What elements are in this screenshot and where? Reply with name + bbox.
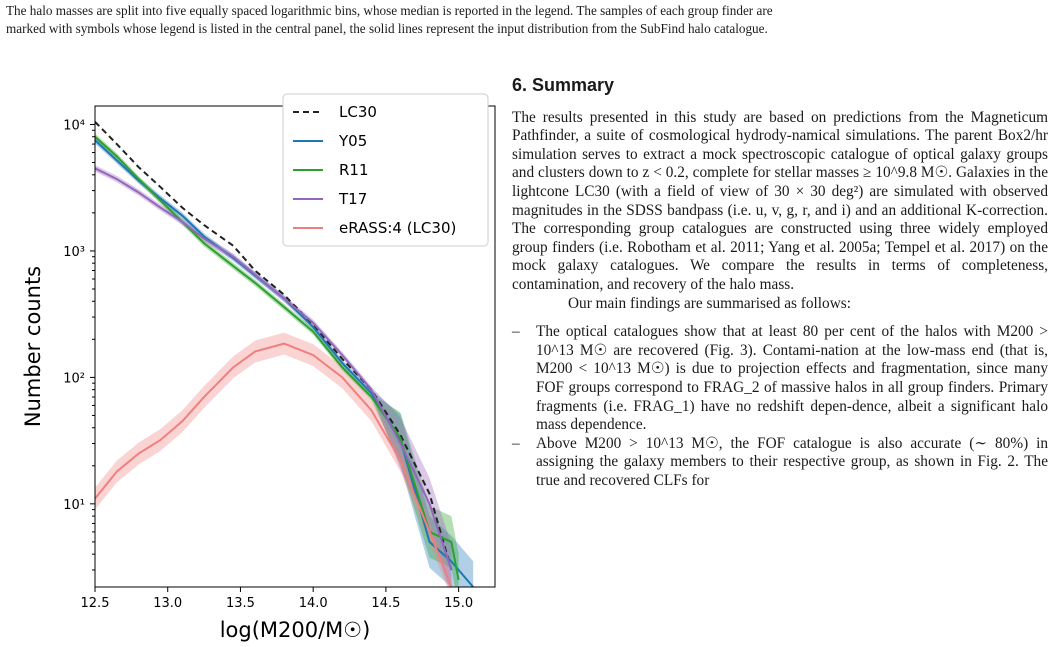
x-tick-label: 14.0 (298, 596, 328, 611)
legend-label: LC30 (339, 103, 377, 121)
chart-legend (283, 94, 488, 246)
section-title: Summary (532, 75, 615, 95)
x-tick-label: 13.0 (153, 596, 183, 611)
y-tick-label: 10³ (63, 244, 85, 260)
x-tick-label: 13.5 (225, 596, 255, 611)
figure-caption (6, 2, 1052, 38)
bullet-dash: – (512, 323, 520, 341)
x-tick-label: 14.5 (371, 596, 401, 611)
finding-item-2 (512, 435, 1048, 491)
legend-label: eRASS:4 (LC30) (339, 219, 457, 237)
finding-text-1: The optical catalogues show that at least 80 per cent of the halos with M200 > 10^13 M☉ are recovered (Fig. 3). Contami-nation at the low-mass end (that is, M200 < 10^13 M☉) is due to projection effects and fragmentation, since many FOF groups correspond to FRAG_2 of massive halos in all group finders. Primary fragments (i.e. FRAG_1) have no redshift depen-dence, albeit a significant halo mass dependence. (536, 323, 1048, 434)
x-axis-label: log(M200/M☉) (219, 618, 371, 642)
legend-label: Y05 (339, 132, 368, 150)
section-number: 6. (512, 75, 528, 95)
y-tick-label: 10⁴ (63, 118, 85, 134)
number-counts-chart (0, 66, 500, 647)
finding-text-2: Above M200 > 10^13 M☉, the FOF catalogue is also accurate (∼ 80%) in assigning the galaxy members to their respective group, as shown in Fig. 2. The true and recovered CLFs for (536, 434, 1048, 489)
series-band-4 (95, 333, 451, 598)
findings-list (512, 323, 1048, 490)
legend-label: R11 (339, 161, 369, 179)
legend-label: T17 (339, 190, 368, 208)
x-tick-label: 15.0 (444, 596, 474, 611)
bullet-dash: – (512, 434, 520, 452)
y-tick-label: 10² (63, 371, 85, 387)
section-heading (512, 76, 1048, 95)
x-tick-label: 12.5 (80, 596, 110, 611)
caption-line-1: The halo masses are split into five equally spaced logarithmic bins, whose median is reported in the legend. The samples of each group finder are (6, 3, 773, 18)
summary-column (512, 76, 1048, 490)
findings-intro: Our main findings are summarised as follows: (568, 294, 851, 312)
summary-intro-paragraph: The results presented in this study are based on predictions from the Magneticum Pathfinder, a suite of cosmological hydrody-namical simulations. The parent Box2/hr simulation serves to extract a mock spectroscopic catalogue of optical galaxy groups and clusters down to z < 0.2, complete for stellar masses ≥ 10^9.8 M☉. Galaxies in the lightcone LC30 (with a field of view of 30 × 30 deg²) are simulated with observed magnitudes in the SDSS bandpass (i.e. u, v, g, r, and i) and an additional K-correction. The corresponding group catalogues are constructed using three widely employed group finders (i.e. Robotham et al. 2011; Yang et al. 2005a; Tempel et al. 2017) on the mock galaxy catalogues. We compare the results in terms of completeness, contamination, and recovery of the halo mass. (512, 108, 1048, 293)
caption-line-2: marked with symbols whose legend is listed in the central panel, the solid lines represent the input distribution from the SubFind halo catalogue. (6, 21, 768, 36)
y-tick-label: 10¹ (63, 497, 85, 513)
y-axis-label: Number counts (21, 265, 45, 428)
finding-item-1 (512, 323, 1048, 435)
